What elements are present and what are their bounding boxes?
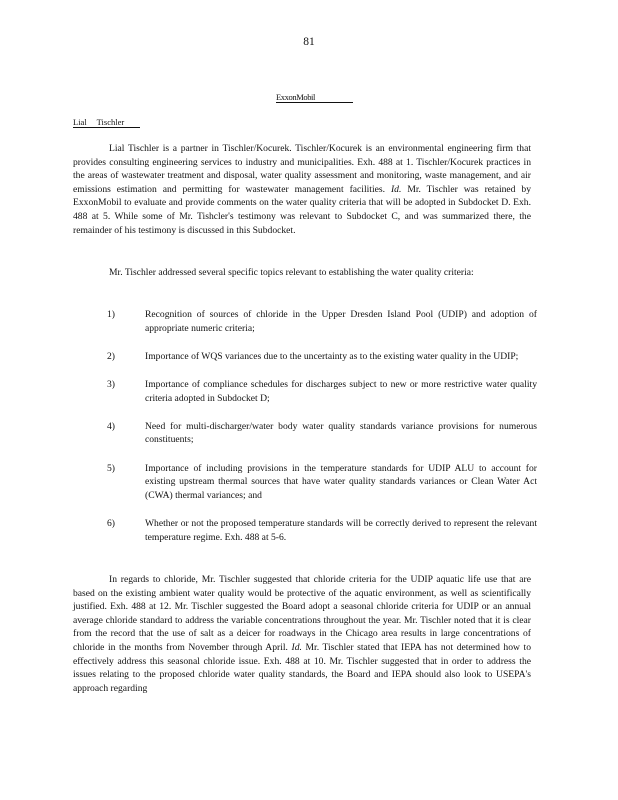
section-heading: ExxonMobil bbox=[276, 92, 353, 103]
list-item-text: Recognition of sources of chloride in the Upper Dresden Island Pool (UDIP) and adoption of appropriate numeric criteria; bbox=[145, 309, 537, 334]
list-item-number: 2) bbox=[107, 350, 115, 362]
list-item-text: Importance of including provisions in the temperature standards for UDIP ALU to account for existing upstream thermal sources that have water quality standards variances or Clean Water Act (CWA) thermal variances; and bbox=[145, 462, 537, 501]
list-item-number: 4) bbox=[107, 420, 115, 432]
page-number: 81 bbox=[303, 36, 315, 48]
paragraph-1-citation: Id. bbox=[390, 183, 402, 195]
paragraph-1-text: Lial Tischler is a partner in Tischler/Kocurek. Tischler/Kocurek is an environmental engineering firm that provides consulting engineering services to industry and municipalities. Exh. 488 at 1. Tischler/Kocurek practices in the areas of wastewater treatment and disposal, water quality assessment and monitoring, waste management, and air emissions estimation and permitting for wastewater management facilities. bbox=[73, 143, 531, 195]
list-item-number: 3) bbox=[107, 378, 115, 390]
paragraph-1 bbox=[73, 142, 531, 237]
paragraph-1-text-b: Mr. Tischler was retained by ExxonMobil to evaluate and provide comments on the water quality criteria that will be adopted in Subdocket D. Exh. 488 at 5. While some of Mr. Tishcler's testimony was relevant to Subdocket C, and was summarized there, the remainder of his testimony is discussed in this Subdocket. bbox=[73, 183, 532, 236]
list-item bbox=[107, 517, 537, 544]
subsection-heading: Lial Tischler bbox=[73, 117, 140, 128]
list-item bbox=[107, 308, 537, 335]
list-item-text: Whether or not the proposed temperature standards will be correctly derived to represent the relevant temperature regime. Exh. 488 at 5-6. bbox=[145, 517, 537, 543]
list-item-number: 5) bbox=[107, 462, 115, 474]
list-item-number: 1) bbox=[107, 309, 115, 320]
paragraph-2: Mr. Tischler addressed several specific topics relevant to establishing the water quality criteria: bbox=[109, 267, 474, 278]
list-item bbox=[107, 350, 537, 364]
topics-list bbox=[107, 308, 537, 544]
list-item bbox=[107, 420, 537, 447]
paragraph-3-text-a: In regards to chloride, Mr. Tischler suggested that chloride criteria for the UDIP aquatic life use that are based on the existing ambient water quality would be protective of the aquatic environment, as well as scientifically justified. Exh. 488 at 12. Mr. Tischler suggested the Board adopt a seasonal chloride criteria for UDIP or an annual average chloride standard to address the variable concentrations throughout the year. Mr. Tischler noted that it is clear from the record that the use of salt as a deicer for roadways in the Chicago area results in large concentrations of chloride in the months from November through April. bbox=[73, 574, 531, 653]
list-item bbox=[107, 462, 537, 503]
list-item-text: Importance of compliance schedules for discharges subject to new or more restrictive water quality criteria adopted in Subdocket D; bbox=[145, 378, 537, 404]
list-item-number: 6) bbox=[107, 517, 115, 529]
list-item-text: Need for multi-discharger/water body water quality standards variance provisions for numerous constituents; bbox=[145, 420, 537, 446]
paragraph-3 bbox=[73, 573, 531, 695]
paragraph-3-citation: Id. bbox=[291, 641, 302, 653]
list-item bbox=[107, 378, 537, 405]
list-item-text: Importance of WQS variances due to the uncertainty as to the existing water quality in the UDIP; bbox=[145, 350, 519, 362]
paragraph-3-text-b: Mr. Tischler stated that IEPA has not determined how to effectively address this seasonal chloride issue. Exh. 488 at 10. Mr. Tischler suggested that in order to address the issues relating to the proposed chloride water quality standards, the Board and IEPA should also look to USEPA's approach regarding bbox=[73, 641, 531, 694]
